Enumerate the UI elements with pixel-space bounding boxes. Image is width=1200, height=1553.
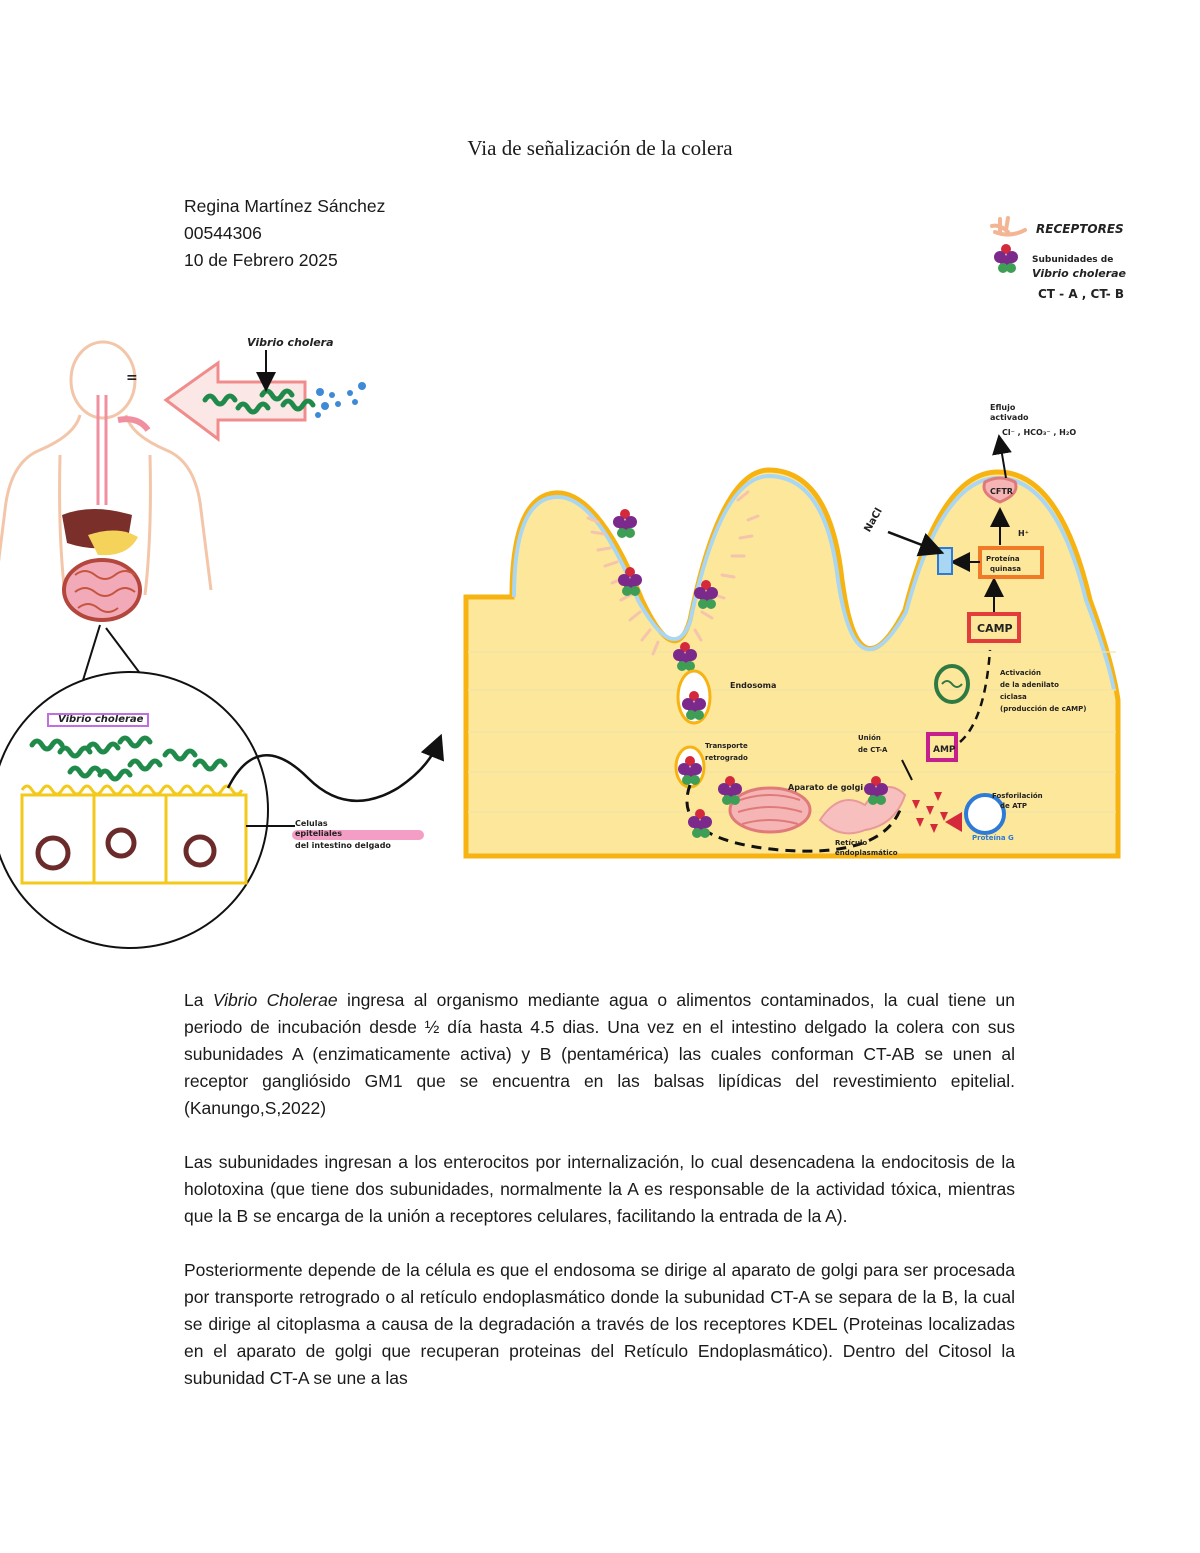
receptor-legend-icon [992,218,1025,235]
adenylate-label-3: ciclasa [1000,693,1027,701]
legend-toxin-line1: Subunidades de [1032,255,1114,265]
retrograde-label-2: retrogrado [705,754,748,762]
retrograde-label-1: Transporte [705,742,748,750]
water-droplets [315,382,366,418]
atp-label-1: Fosforilación [992,792,1043,800]
vibrio-label: Vibrio cholera [247,336,334,349]
page-title: Via de señalización de la colera [467,136,733,160]
ions-label-1: Eflujo [990,403,1016,412]
zoom-circle [0,625,438,948]
h-plus-label: H⁺ [1018,529,1029,538]
toxin-legend-icon [994,244,1018,273]
legend [992,218,1127,301]
p1-species-name: Vibrio Cholerae [212,990,338,1010]
ingestion-arrow [166,336,366,439]
ct-a-label-2: de CT-A [858,746,888,754]
golgi-label: Aparato de golgi [788,783,864,792]
er-label-1: Retículo [835,839,868,847]
legend-receptors-text: RECEPTORES [1036,222,1124,236]
legend-toxin-line2: Vibrio cholerae [1032,267,1126,280]
document-date: 10 de Febrero 2025 [184,250,338,270]
paragraph-2: Las subunidades ingresan a los enterocitos por internalización, lo cual desencadena la endocitosis de la holotoxina (que tiene dos subunidades, normalmente la A es responsable de la actividad tóxica, mientras que la B se encarga de la unión a receptores celulares, facilitando la entrada de la A). [184,1152,1015,1226]
ions-label-3: Cl⁻ , HCO₃⁻ , H₂O [1002,428,1077,437]
p1-prefix: La [184,990,213,1010]
author-id: 00544306 [184,223,262,243]
adenylate-label-4: (producción de cAMP) [1000,705,1087,713]
camp-label: CAMP [977,622,1013,635]
adenylate-label-2: de la adenilato [1000,681,1059,689]
epithelium-label-3: del intestino delgado [295,841,391,850]
atp-label-2: de ATP [1000,802,1027,810]
epithelium-label-1: Celulas [295,819,328,828]
cftr-label: CFTR [990,487,1013,496]
epithelium-label-2: epiteliales [295,829,342,838]
nacl-label: NaCl [862,506,885,535]
er-label-2: endoplasmático [835,849,898,857]
intestinal-villi [466,403,1118,857]
pka-label-2: quinasa [990,565,1021,573]
ct-a-label-1: Unión [858,734,881,742]
mouth-mark: = [126,370,138,386]
p1-text: ingresa al organismo mediante agua o alimentos contaminados, la cual tiene un periodo de incubación desde ½ día hasta 4.5 dias. Una vez en el intestino delgado la colera con sus subunidades A (enzimaticamente activa) y B (pentamérica) las cuales conforman CT-AB se unen al receptor gangliósido GM1 que se encuentra en las balsas lipídicas del revestimiento epitelial. (Kanungo,S,2022) [184,990,1015,1118]
paragraph-3: Posteriormente depende de la célula es que el endosoma se dirige al aparato de golgi para ser procesada por transporte retrogrado o al retículo endoplasmático donde la subunidad CT-A se separa de la B, la cual se dirige al citoplasma a causa de la degradación a través de los receptores KDEL (Proteinas localizadas en el aparato de golgi que recuperan proteinas del Retículo Endoplasmático). Dentro del Citosol la subunidad CT-A se une a las [184,1260,1015,1388]
vibrio-zoom-label: Vibrio cholerae [58,714,144,725]
body-text [184,987,1015,1392]
human-body [0,342,211,595]
amp-label: AMP [933,745,956,755]
g-protein-label: Proteína G [972,834,1014,842]
pka-label-1: Proteína [986,555,1020,563]
ions-label-2: activado [990,413,1029,422]
adenylate-label-1: Activación [1000,669,1041,677]
endosome-label: Endosoma [730,681,777,690]
legend-toxin-line3: CT - A , CT- B [1038,287,1125,301]
author-name: Regina Martínez Sánchez [184,196,386,216]
paragraph-1 [184,987,1015,1122]
cholera-pathway-illustration [0,210,1200,980]
